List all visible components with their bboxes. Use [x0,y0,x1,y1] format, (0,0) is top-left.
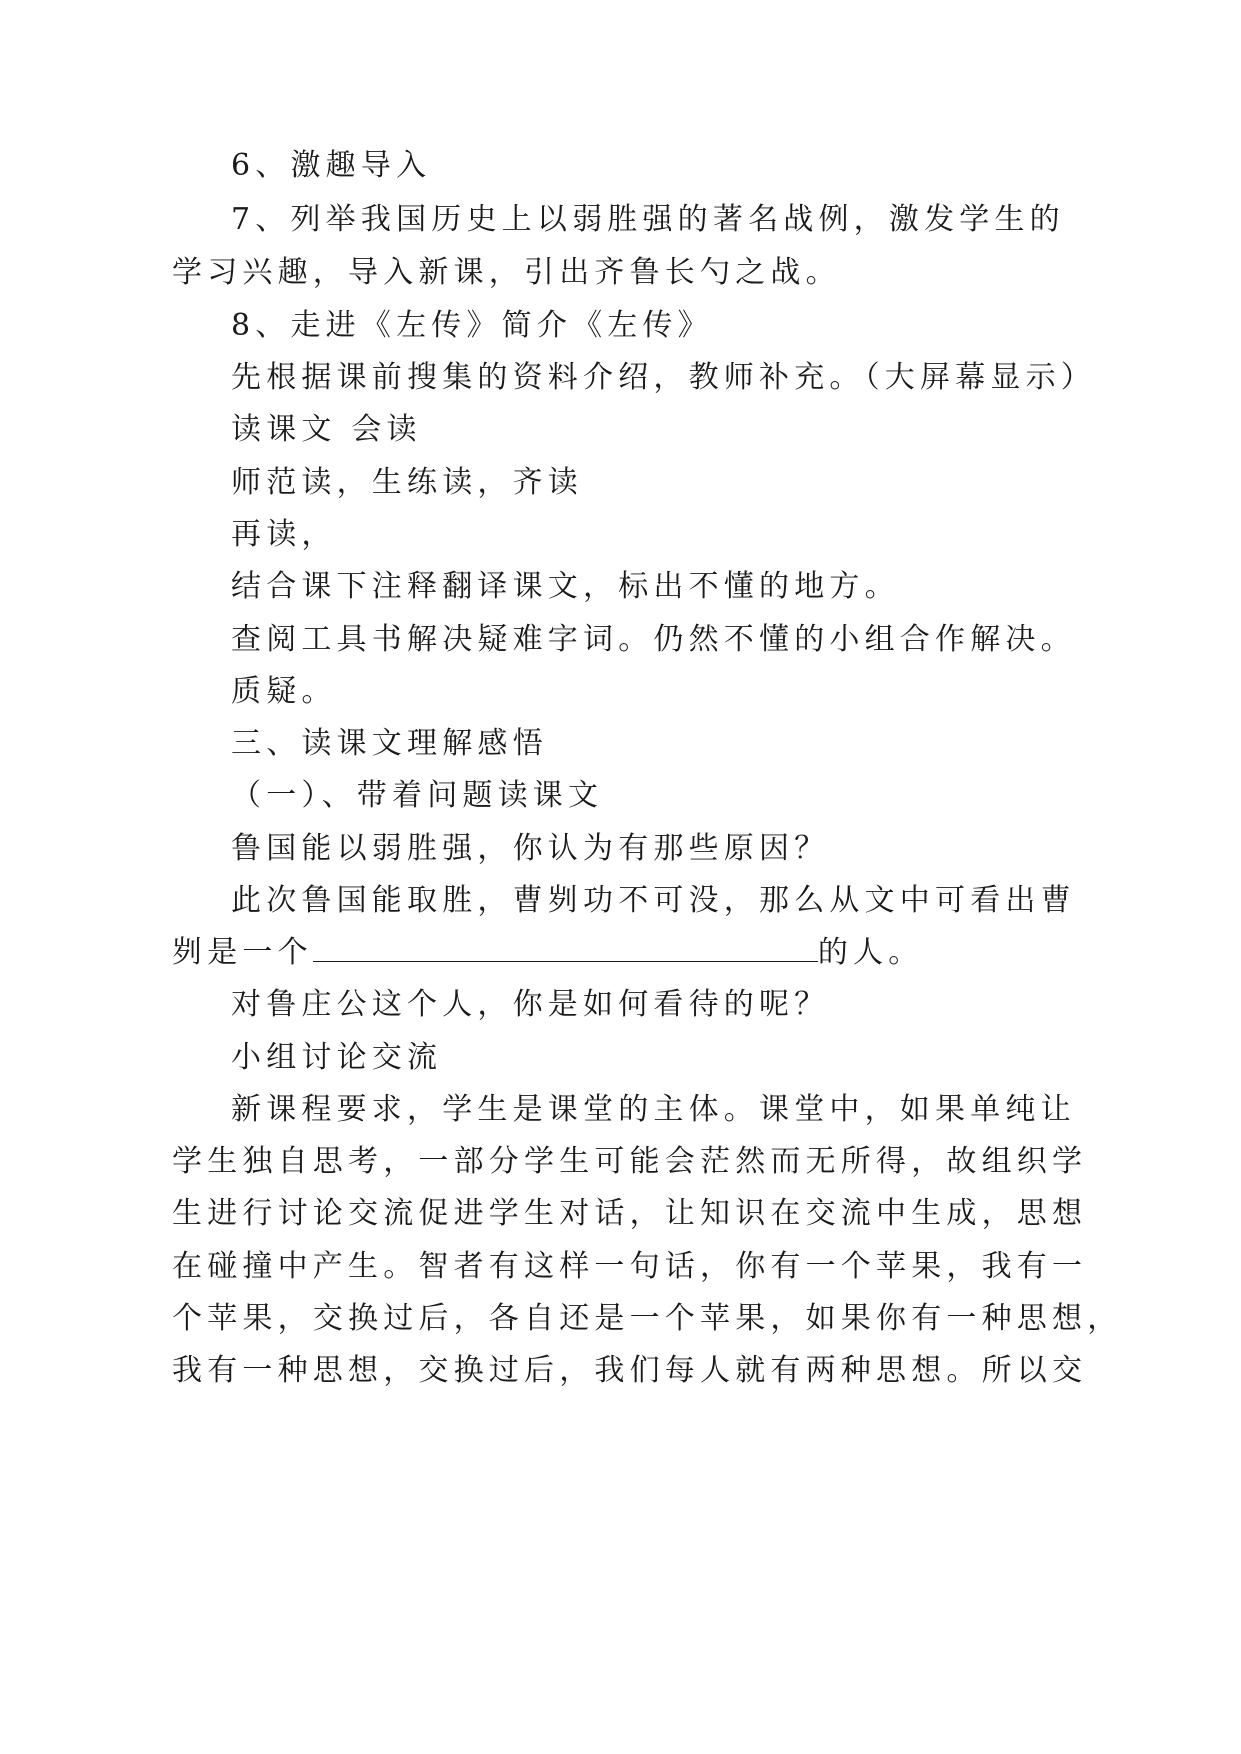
section-heading: 三、读课文理解感悟 [231,726,548,761]
text-line: 对鲁庄公这个人，你是如何看待的呢？ [231,987,830,1022]
text-line: 个苹果，交换过后，各自还是一个苹果，如果你有一种思想， [172,1301,1123,1336]
subsection-heading: （一）、带着问题读课文 [231,778,604,813]
text-line: 查阅工具书解决疑难字词。仍然不懂的小组合作解决。 [231,622,1076,657]
text-line: 结合课下注释翻译课文，标出不懂的地方。 [231,569,900,604]
text-line: 我有一种思想，交换过后，我们每人就有两种思想。所以交 [172,1353,1088,1388]
text-line: 先根据课前搜集的资料介绍，教师补充。（大屏幕显示） [231,360,1096,395]
fill-in-line [172,933,923,973]
text-line: 新课程要求，学生是课堂的主体。课堂中，如果单纯让 [231,1092,1076,1127]
text-line: 生进行讨论交流促进学生对话，让知识在交流中生成，思想 [172,1196,1088,1231]
text-line: 小组讨论交流 [231,1040,443,1075]
fill-in-suffix: 的人。 [817,935,924,970]
text-line: 8、走进《左传》简介《左传》 [231,308,713,343]
text-line: 再读， [231,517,337,552]
text-line: 在碰撞中产生。智者有这样一句话，你有一个苹果，我有一 [172,1249,1088,1284]
text-line: 学习兴趣，导入新课，引出齐鲁长勺之战。 [172,255,841,290]
text-line: 6、激趣导入 [231,148,432,183]
text-line: 读课文 会读 [231,412,422,447]
text-line: 质疑。 [231,674,337,709]
text-line: 7、列举我国历史上以弱胜强的著名战例，激发学生的 [231,202,1065,237]
answer-blank [313,935,818,962]
text-line: 鲁国能以弱胜强，你认为有那些原因？ [231,831,830,866]
text-line: 此次鲁国能取胜，曹刿功不可没，那么从文中可看出曹 [231,883,1076,918]
text-line: 师范读，生练读，齐读 [231,465,583,500]
fill-in-prefix: 刿是一个 [172,935,313,970]
text-line: 学生独自思考，一部分学生可能会茫然而无所得，故组织学 [172,1144,1088,1179]
